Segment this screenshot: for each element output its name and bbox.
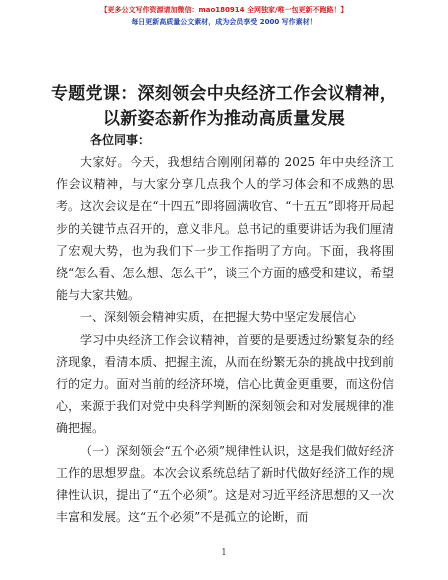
promo-banner (0, 4, 448, 28)
paragraph-intro: 大家好。今天，我想结合刚刚闭幕的 2025 年中央经济工作会议精神，与大家分享几点我个人的学习体会和不成熟的思考。这次会议是在“十四五”即将圆满收官、“十五五”即将开局起步的关键节点召开的，意义非凡。总书记的重要讲话为我们厘清了宏观大势，也为我们下一步工作指明了方向。下面，我将围绕“怎么看、怎么想、怎么干”，谈三个方面的感受和建议，希望能与大家共勉。 (56, 155, 394, 303)
promo-banner-line-2: 每日更新高质量公文素材，成为会员享受 2000 写作素材！ (131, 18, 317, 26)
document-body (56, 151, 394, 528)
paragraph-subsection-1: （一）深刻领会“五个必须”规律性认识，这是我们做好经济工作的思想罗盘。本次会议系统总结了新时代做好经济工作的规律性认识，提出了“五个必须”。这是对习近平经济思想的又一次丰富和发展。这“五个必须”不是孤立的论断，而 (56, 443, 394, 525)
document-title (0, 82, 448, 132)
document-title-line-2: 以新姿态新作为推动高质量发展 (102, 109, 346, 129)
salutation: 各位同事： (90, 133, 151, 147)
document-title-line-1: 专题党课：深刻领会中央经济工作会议精神， (51, 84, 397, 104)
section-heading-1: 一、深刻领会精神实质，在把握大势中坚定发展信心 (80, 310, 357, 325)
promo-banner-line-1: 【更多公文写作资源请加微信：mao180914 全网独家/唯一包更新不跑路！】 (100, 6, 348, 14)
paragraph-section-1: 学习中央经济工作会议精神，首要的是要透过纷繁复杂的经济现象，看清本质、把握主流，从而在纷繁无杂的挑战中找到前行的定力。面对当前的经济环境，信心比黄金更重要，而这份信心，来源于我们对党中央科学判断的深刻领会和对发展规律的准确把握。 (56, 332, 394, 436)
page-number: 1 (221, 548, 227, 558)
